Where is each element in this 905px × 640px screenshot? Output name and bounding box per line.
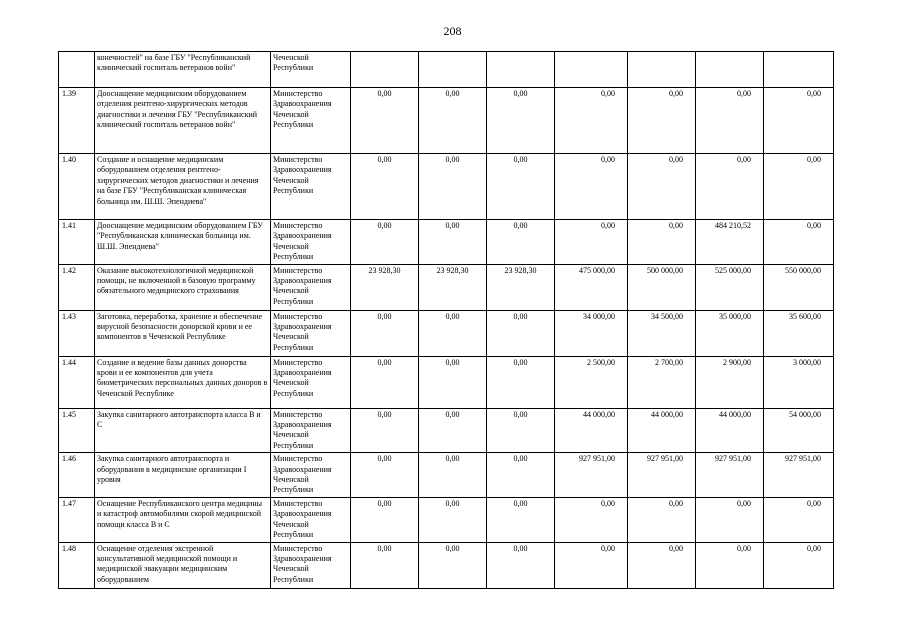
value-cell: [628, 52, 696, 88]
value-cell: [419, 52, 487, 88]
table-row: [59, 542, 834, 588]
value-cell: 0,00: [351, 408, 419, 453]
value-cell: 0,00: [696, 542, 764, 588]
value-cell: 35 000,00: [696, 310, 764, 356]
value-cell: 0,00: [555, 497, 628, 542]
activity-name-cell: Дооснащение медицинским оборудованием отделения рентгено-хирургических методов диагностики и лечения ГБУ "Республиканский клинический госпиталь ветеранов войн": [95, 88, 271, 154]
value-cell: 0,00: [487, 408, 555, 453]
value-cell: 0,00: [487, 220, 555, 265]
executor-cell: Министерство Здравоохранения Чеченской Республики: [271, 497, 351, 542]
row-number-cell: [59, 52, 95, 88]
executor-cell: Министерство Здравоохранения Чеченской Республики: [271, 154, 351, 220]
row-number-cell: 1.43: [59, 310, 95, 356]
value-cell: 44 000,00: [696, 408, 764, 453]
activity-name-cell: Оснащение Республиканского центра медицины и катастроф автомобилями скорой медицинской помощи класса В и С: [95, 497, 271, 542]
value-cell: 0,00: [487, 310, 555, 356]
value-cell: 500 000,00: [628, 264, 696, 310]
value-cell: 0,00: [696, 154, 764, 220]
activity-name-cell: Оснащение отделения экстренной консультативной медицинской помощи и медицинской эвакуации медицинским оборудованием: [95, 542, 271, 588]
value-cell: 44 000,00: [555, 408, 628, 453]
value-cell: 54 000,00: [764, 408, 834, 453]
value-cell: 550 000,00: [764, 264, 834, 310]
value-cell: 0,00: [487, 542, 555, 588]
executor-cell: Министерство Здравоохранения Чеченской Республики: [271, 453, 351, 498]
value-cell: [555, 52, 628, 88]
value-cell: 0,00: [487, 154, 555, 220]
value-cell: 0,00: [628, 220, 696, 265]
executor-cell: Министерство Здравоохранения Чеченской Республики: [271, 542, 351, 588]
value-cell: 0,00: [419, 497, 487, 542]
value-cell: 35 600,00: [764, 310, 834, 356]
value-cell: [351, 52, 419, 88]
row-number-cell: 1.45: [59, 408, 95, 453]
table-row: [59, 88, 834, 154]
table-row: [59, 453, 834, 498]
value-cell: 0,00: [351, 453, 419, 498]
value-cell: 2 700,00: [628, 356, 696, 408]
value-cell: 0,00: [628, 497, 696, 542]
table-row: [59, 220, 834, 265]
value-cell: 0,00: [696, 497, 764, 542]
activity-name-cell: Закупка санитарного автотранспорта и оборудования в медицинские организации I уровня: [95, 453, 271, 498]
value-cell: 0,00: [351, 542, 419, 588]
executor-cell: Министерство Здравоохранения Чеченской Республики: [271, 88, 351, 154]
executor-cell: Министерство Здравоохранения Чеченской Республики: [271, 310, 351, 356]
value-cell: 0,00: [419, 542, 487, 588]
value-cell: 0,00: [487, 88, 555, 154]
table-body: [59, 52, 834, 589]
row-number-cell: 1.46: [59, 453, 95, 498]
page-number: 208: [443, 24, 462, 38]
table-row: [59, 356, 834, 408]
value-cell: 525 000,00: [696, 264, 764, 310]
value-cell: 0,00: [351, 154, 419, 220]
value-cell: 34 500,00: [628, 310, 696, 356]
value-cell: 23 928,30: [351, 264, 419, 310]
row-number-cell: 1.42: [59, 264, 95, 310]
value-cell: 0,00: [351, 356, 419, 408]
executor-cell: Министерство Здравоохранения Чеченской Республики: [271, 264, 351, 310]
value-cell: 3 000,00: [764, 356, 834, 408]
value-cell: 927 951,00: [628, 453, 696, 498]
value-cell: [764, 52, 834, 88]
value-cell: 0,00: [487, 453, 555, 498]
value-cell: 0,00: [351, 88, 419, 154]
row-number-cell: 1.39: [59, 88, 95, 154]
value-cell: 0,00: [419, 310, 487, 356]
value-cell: 0,00: [419, 88, 487, 154]
value-cell: 0,00: [419, 356, 487, 408]
activity-name-cell: Создание и ведение базы данных донорства крови и ее компонентов для учета биометрических персональных данных доноров в Чеченской Республике: [95, 356, 271, 408]
table-row: [59, 154, 834, 220]
table-row: [59, 264, 834, 310]
table-row: [59, 52, 834, 88]
table-row: [59, 310, 834, 356]
value-cell: 0,00: [696, 88, 764, 154]
value-cell: 0,00: [419, 154, 487, 220]
value-cell: 0,00: [555, 154, 628, 220]
value-cell: 23 928,30: [419, 264, 487, 310]
value-cell: 0,00: [764, 542, 834, 588]
row-number-cell: 1.40: [59, 154, 95, 220]
value-cell: 0,00: [487, 497, 555, 542]
executor-cell: Министерство Здравоохранения Чеченской Республики: [271, 408, 351, 453]
activity-name-cell: конечностей" на базе ГБУ "Республиканский клинический госпиталь ветеранов войн": [95, 52, 271, 88]
row-number-cell: 1.48: [59, 542, 95, 588]
value-cell: [696, 52, 764, 88]
executor-cell: Министерство Здравоохранения Чеченской Республики: [271, 220, 351, 265]
value-cell: 0,00: [555, 220, 628, 265]
value-cell: 0,00: [764, 220, 834, 265]
value-cell: 927 951,00: [696, 453, 764, 498]
value-cell: 0,00: [487, 356, 555, 408]
budget-table: [58, 51, 834, 589]
value-cell: 2 500,00: [555, 356, 628, 408]
value-cell: 484 210,52: [696, 220, 764, 265]
table-row: [59, 408, 834, 453]
activity-name-cell: Закупка санитарного автотранспорта класса В и С: [95, 408, 271, 453]
value-cell: [487, 52, 555, 88]
value-cell: 0,00: [419, 408, 487, 453]
row-number-cell: 1.41: [59, 220, 95, 265]
value-cell: 44 000,00: [628, 408, 696, 453]
value-cell: 0,00: [764, 88, 834, 154]
row-number-cell: 1.47: [59, 497, 95, 542]
value-cell: 0,00: [764, 497, 834, 542]
activity-name-cell: Дооснащение медицинским оборудованием ГБУ "Республиканская клиническая больница им. Ш.Ш. Эпендиева": [95, 220, 271, 265]
executor-cell: Министерство Здравоохранения Чеченской Республики: [271, 356, 351, 408]
value-cell: 34 000,00: [555, 310, 628, 356]
activity-name-cell: Оказание высокотехнологичной медицинской помощи, не включенной в базовую программу обязательного медицинского страхования: [95, 264, 271, 310]
value-cell: 0,00: [628, 154, 696, 220]
value-cell: 0,00: [628, 88, 696, 154]
value-cell: 0,00: [351, 497, 419, 542]
value-cell: 23 928,30: [487, 264, 555, 310]
activity-name-cell: Заготовка, переработка, хранение и обеспечение вирусной безопасности донорской крови и ее компонентов в Чеченской Республике: [95, 310, 271, 356]
value-cell: 0,00: [764, 154, 834, 220]
value-cell: 0,00: [419, 453, 487, 498]
value-cell: 0,00: [555, 88, 628, 154]
value-cell: 0,00: [419, 220, 487, 265]
value-cell: 0,00: [628, 542, 696, 588]
value-cell: 0,00: [351, 310, 419, 356]
value-cell: 0,00: [555, 542, 628, 588]
row-number-cell: 1.44: [59, 356, 95, 408]
value-cell: 0,00: [351, 220, 419, 265]
activity-name-cell: Создание и оснащение медицинским оборудованием отделения рентгено-хирургических методов диагностики и лечения на базе ГБУ "Республиканская клиническая больница им. Ш.Ш. Эпендиева": [95, 154, 271, 220]
table-row: [59, 497, 834, 542]
value-cell: 927 951,00: [764, 453, 834, 498]
value-cell: 927 951,00: [555, 453, 628, 498]
value-cell: 475 000,00: [555, 264, 628, 310]
value-cell: 2 900,00: [696, 356, 764, 408]
executor-cell: Чеченской Республики: [271, 52, 351, 88]
